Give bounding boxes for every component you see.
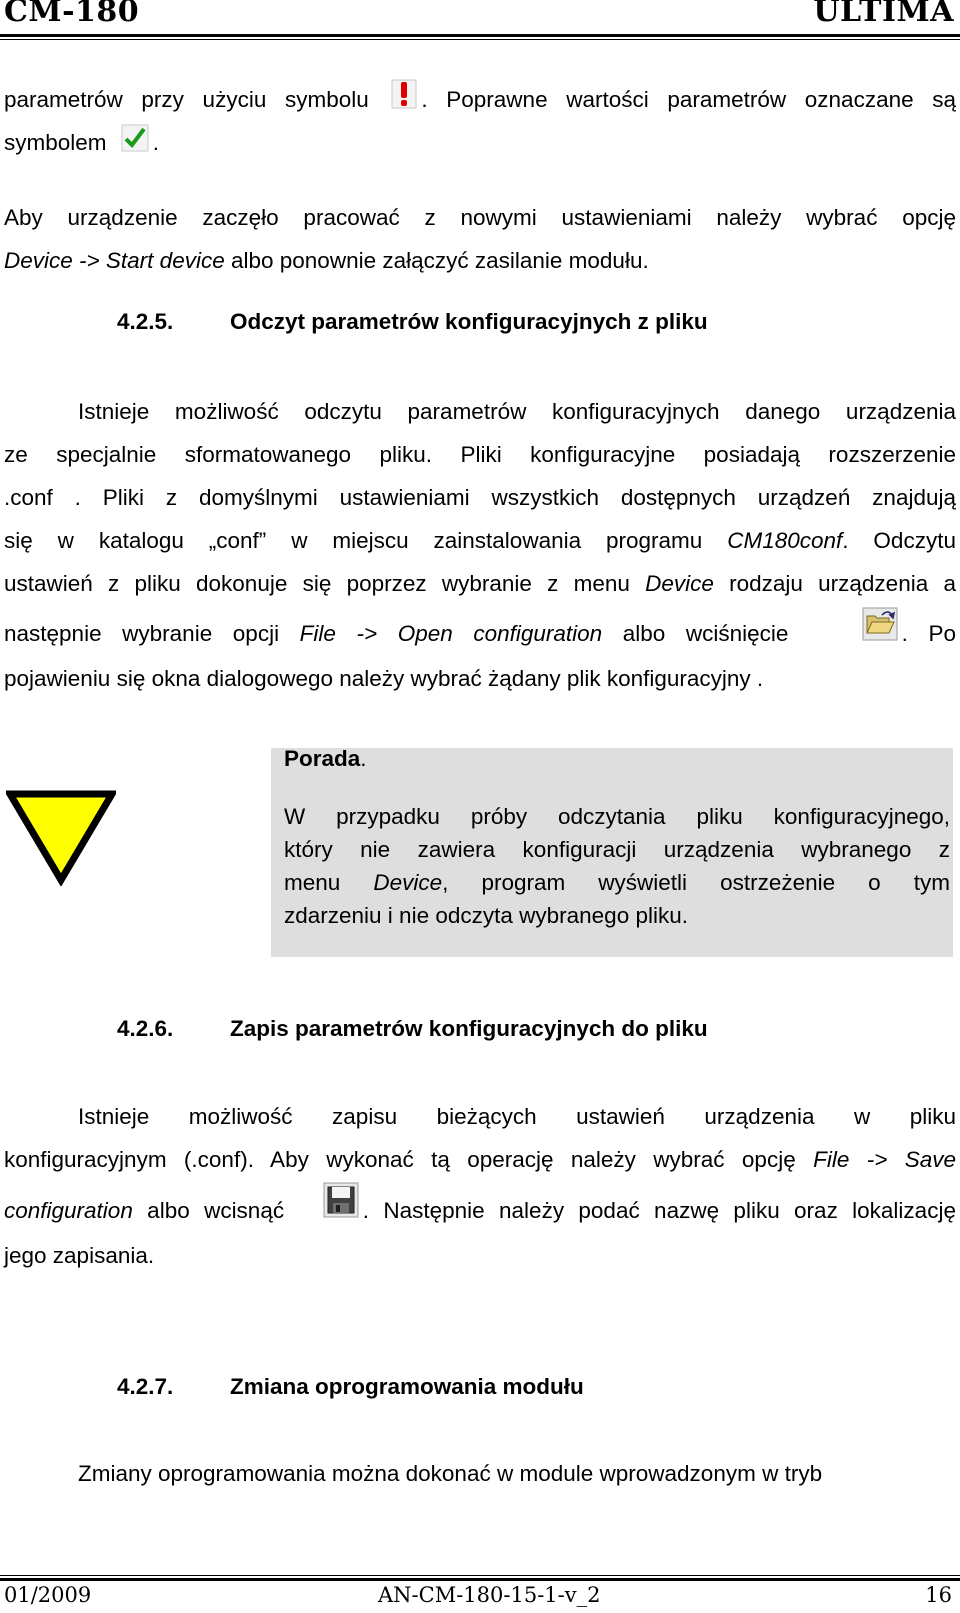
footer-rule (0, 1578, 960, 1581)
text: . Poprawne wartości parametrów oznaczane są (421, 87, 956, 112)
text: menu (284, 870, 341, 895)
text: . (152, 130, 160, 155)
tip-title-text: Porada (284, 746, 361, 771)
paragraph-symbols (4, 78, 956, 164)
checkmark-icon (121, 123, 149, 166)
warning-triangle-icon (6, 790, 116, 891)
text: się w katalogu „conf” w miejscu zainstalowania programu (4, 528, 703, 553)
footer-page-number: 16 (925, 1583, 952, 1607)
section-title: Zmiana oprogramowania modułu (230, 1374, 584, 1399)
header-rule-thin (0, 39, 960, 40)
menu-name: Device (373, 870, 443, 895)
text: albo wcisnąć (132, 1198, 285, 1223)
text: , program wyświetli ostrzeżenie o tym (442, 870, 950, 895)
header-product: ULTIMA (813, 0, 954, 29)
text: ze specjalnie sformatowanego pliku. Pliki konfiguracyjne posiadają rozszerzenie (4, 442, 956, 467)
text: parametrów przy użyciu symbolu (4, 87, 369, 112)
text: który nie zawiera konfiguracji urządzenia wybranego z (284, 837, 950, 862)
text: . Następnie należy podać nazwę pliku oraz lokalizację (362, 1198, 956, 1223)
section-title: Odczyt parametrów konfiguracyjnych z pliku (230, 309, 708, 334)
section-number: 4.2.5. (117, 309, 174, 334)
menu-path: File -> Save (813, 1147, 956, 1172)
paragraph-save-config (4, 1095, 956, 1277)
text: Istnieje możliwość odczytu parametrów konfiguracyjnych danego urządzenia (78, 399, 956, 424)
text: .conf . Pliki z domyślnymi ustawieniami wszystkich dostępnych urządzeń znajdują (4, 485, 956, 510)
paragraph-read-config (4, 390, 956, 700)
text: Istnieje możliwość zapisu bieżących ustawień urządzenia w pliku (78, 1104, 956, 1129)
menu-path: Device -> Start device (4, 248, 225, 273)
tip-title (284, 746, 367, 772)
text: Zmiany oprogramowania można dokonać w module wprowadzonym w tryb (78, 1461, 823, 1486)
footer-date: 01/2009 (4, 1583, 92, 1607)
tip-title-dot: . (360, 746, 367, 771)
menu-path: File -> Open configuration (299, 621, 603, 646)
floppy-disk-icon (323, 1181, 359, 1241)
text: zdarzeniu i nie odczyta wybranego pliku. (284, 903, 688, 928)
text: . Odczytu (842, 528, 956, 553)
menu-name: Device (645, 571, 714, 596)
text: konfiguracyjnym (.conf). Aby wykonać tą operację należy wybrać opcję (4, 1147, 796, 1172)
menu-path: configuration (4, 1198, 133, 1223)
section-title: Zapis parametrów konfiguracyjnych do pliku (230, 1016, 708, 1041)
header-rule (0, 34, 960, 37)
text: albo wciśnięcie (622, 621, 789, 646)
text: symbolem (4, 130, 107, 155)
section-number: 4.2.6. (117, 1016, 174, 1041)
exclamation-icon (391, 79, 417, 123)
text: ustawień z pliku dokonuje się poprzez wybranie z menu (4, 571, 630, 596)
footer-doc-id: AN-CM-180-15-1-v_2 (378, 1583, 601, 1607)
open-folder-icon (862, 605, 898, 663)
text: pojawieniu się okna dialogowego należy wybrać żądany plik konfiguracyjny . (4, 666, 764, 691)
footer-rule-thin (0, 1575, 960, 1576)
paragraph-firmware (4, 1452, 956, 1495)
text: W przypadku próby odczytania pliku konfiguracyjnego, (284, 804, 950, 829)
section-number: 4.2.7. (117, 1374, 174, 1399)
text: Aby urządzenie zaczęło pracować z nowymi ustawieniami należy wybrać opcję (4, 205, 956, 230)
paragraph-restart (4, 196, 956, 282)
header-model: CM-180 (4, 0, 140, 29)
text: następnie wybranie opcji (4, 621, 280, 646)
tip-body (284, 800, 950, 932)
text: . Po (901, 621, 956, 646)
text: albo ponownie załączyć zasilanie modułu. (224, 248, 649, 273)
text: jego zapisania. (4, 1243, 155, 1268)
text: rodzaju urządzenia a (729, 571, 956, 596)
program-name: CM180conf (727, 528, 843, 553)
